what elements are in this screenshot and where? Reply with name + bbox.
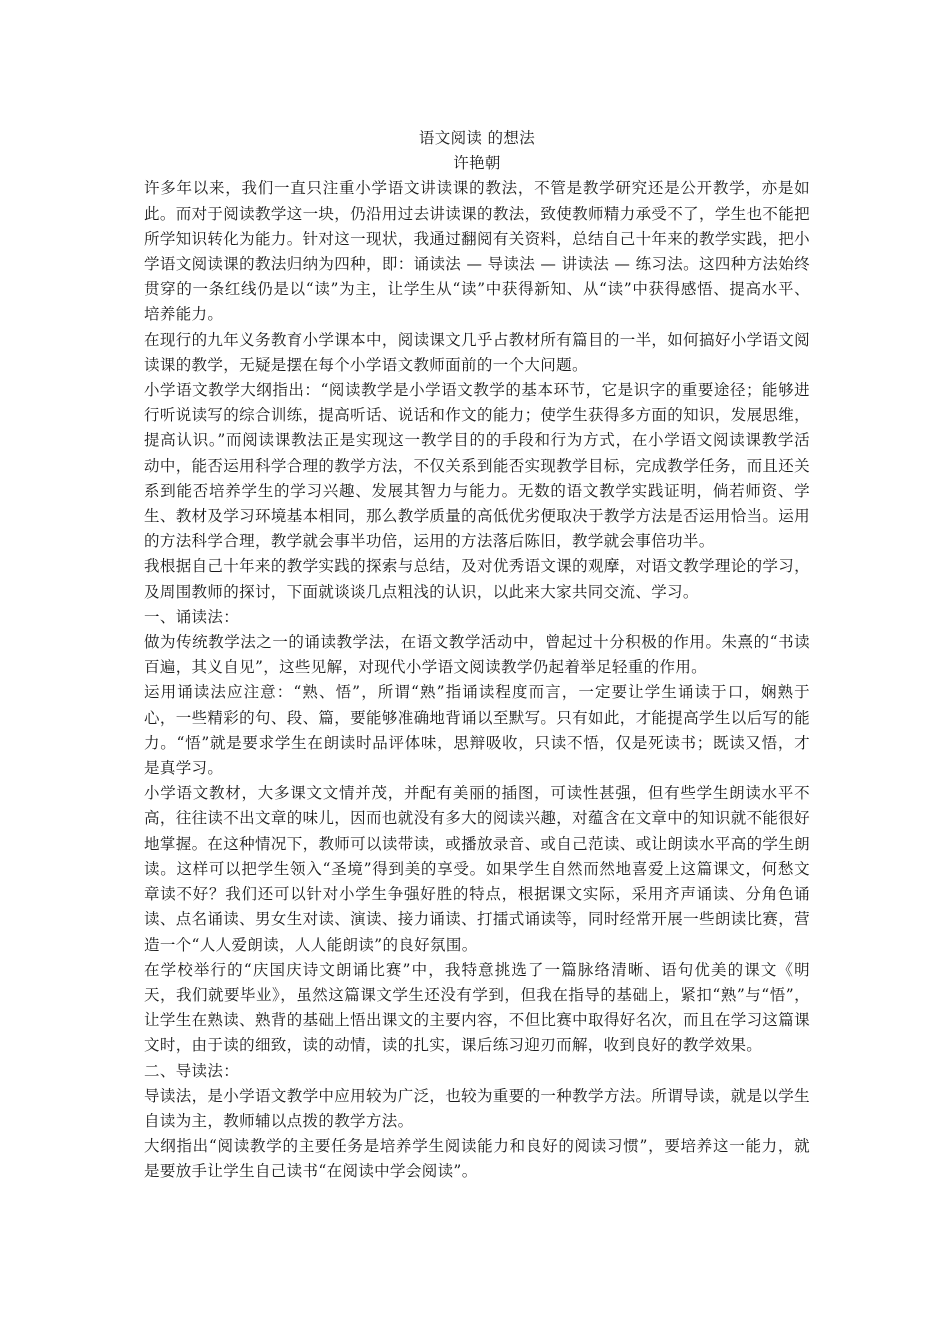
paragraph-syllabus: 小学语文教学大纲指出：“阅读教学是小学语文教学的基本环节，它是识字的重要途径；能够进行听说读写的综合训练，提高听话、说话和作文的能力；使学生获得多方面的知识，发展思维，提高认识。”而阅读课教法正是实现这一教学目的的手段和行为方式，在小学语文阅读课教学活动中，能否运用科学合理的教学方法，不仅关系到能否实现教学目标，完成教学任务，而且还关系到能否培养学生的学习兴趣、发展其智力与能力。无数的语文教学实践证明，倘若师资、学生、教材及学习环境基本相同，那么教学质量的高低优劣便取决于教学方法是否运用恰当。运用的方法科学合理，教学就会事半功倍，运用的方法落后陈旧，教学就会事倍功半。 <box>144 381 810 551</box>
paragraph-summary: 我根据自己十年来的教学实践的探索与总结，及对优秀语文课的观摩，对语文教学理论的学习，及周围教师的探讨，下面就谈谈几点粗浅的认识，以此来大家共同交流、学习。 <box>144 557 810 601</box>
paragraph-textbook: 在现行的九年义务教育小学课本中，阅读课文几乎占教材所有篇目的一半，如何搞好小学语文阅读课的教学，无疑是摆在每个小学语文教师面前的一个大问题。 <box>144 330 810 374</box>
paragraph-intro: 许多年以来，我们一直只注重小学语文讲读课的教法，不管是教学研究还是公开教学，亦是如此。而对于阅读教学这一块，仍沿用过去讲读课的教法，致使教师精力承受不了，学生也不能把所学知识转化为能力。针对这一现状，我通过翻阅有关资料，总结自己十年来的教学实践，把小学语文阅读课的教法归纳为四种，即：诵读法 — 导读法 — 讲读法 — 练习法。这四种方法始终贯穿的一条红线仍是以“读”为主，让学生从“读”中获得新知、从“读”中获得感悟、提高水平、培养能力。 <box>144 179 810 324</box>
paragraph-guided-reading-definition: 导读法，是小学语文教学中应用较为广泛，也较为重要的一种教学方法。所谓导读，就是以学生自读为主，教师辅以点拨的教学方法。 <box>144 1086 810 1130</box>
document-author: 许艳朝 <box>453 154 501 173</box>
document-page <box>144 126 810 1185</box>
paragraph-recitation-notes: 运用诵读法应注意：“熟、悟”，所谓“熟”指诵读程度而言，一定要让学生诵读于口，娴熟于心，一些精彩的句、段、篇，要能够准确地背诵以至默写。只有如此，才能提高学生以后写的能力。“悟”就是要求学生在朗读时品评体味，思辩吸收，只读不悟，仅是死读书；既读又悟，才是真学习。 <box>144 683 810 778</box>
document-title: 语文阅读 的想法 <box>418 129 536 147</box>
paragraph-recitation-example: 在学校举行的“庆国庆诗文朗诵比赛”中，我特意挑选了一篇脉络清晰、语句优美的课文《明天，我们就要毕业》，虽然这篇课文学生还没有学到，但我在指导的基础上，紧扣“熟”与“悟”，让学生在熟读、熟背的基础上悟出课文的主要内容，不但比赛中取得好名次，而且在学习这篇课文时，由于读的细致，读的动情，读的扎实，课后练习迎刃而解，收到良好的教学效果。 <box>144 960 810 1055</box>
section-heading-guided-reading: 二、导读法： <box>144 1061 240 1080</box>
section-heading-recitation: 一、诵读法： <box>144 607 240 626</box>
paragraph-recitation-methods: 小学语文教材，大多课文文情并茂，并配有美丽的插图，可读性甚强，但有些学生朗读水平不高，往往读不出文章的味儿，因而也就没有多大的阅读兴趣，对蕴含在文章中的知识就不能很好地掌握。在这种情况下，教师可以读带读，或播放录音、或自己范读、或让朗读水平高的学生朗读。这样可以把学生领入“圣境”得到美的享受。如果学生自然而然地喜爱上这篇课文，何愁文章读不好？我们还可以针对小学生争强好胜的特点，根据课文实际，采用齐声诵读、分角色诵读、点名诵读、男女生对读、演读、接力诵读、打擂式诵读等，同时经常开展一些朗读比赛，营造一个“人人爱朗读，人人能朗读”的良好氛围。 <box>144 784 810 954</box>
paragraph-recitation-tradition: 做为传统教学法之一的诵读教学法，在语文教学活动中，曾起过十分积极的作用。朱熹的“书读百遍，其义自见”，这些见解，对现代小学语文阅读教学仍起着举足轻重的作用。 <box>144 633 810 677</box>
paragraph-guided-reading-syllabus: 大纲指出“阅读教学的主要任务是培养学生阅读能力和良好的阅读习惯”，要培养这一能力，就是要放手让学生自己读书“在阅读中学会阅读”。 <box>144 1137 810 1181</box>
